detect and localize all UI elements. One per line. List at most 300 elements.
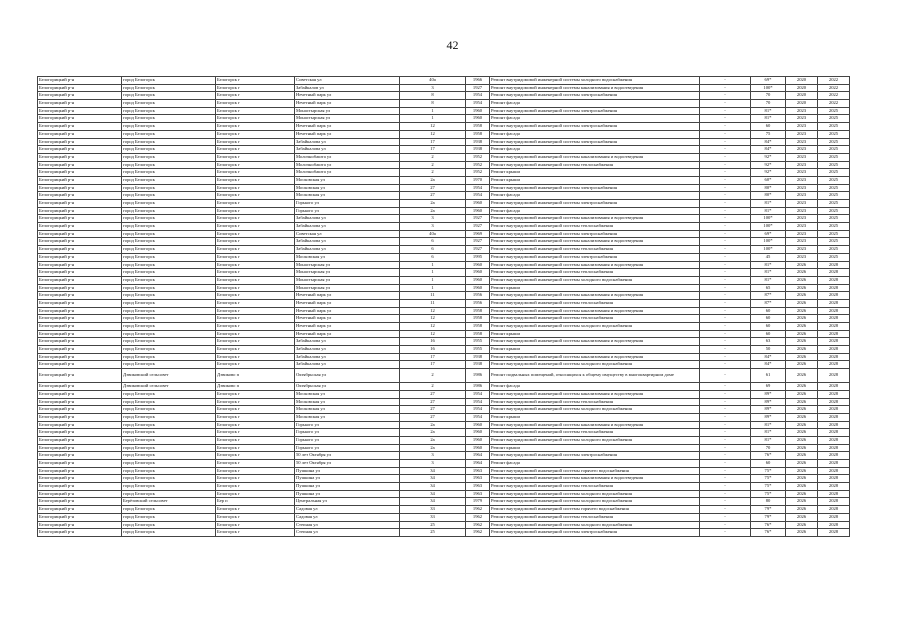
municipality-cell: город Белогорск (122, 421, 216, 429)
year-start-cell: 2026 (786, 398, 818, 406)
municipality-cell: город Белогорск (122, 513, 216, 521)
house-number-cell: 34 (400, 475, 466, 483)
street-cell: Молочнобашта ул (295, 153, 400, 161)
locality-cell: Белогорск г (216, 421, 295, 429)
percent-cell: 84* (751, 353, 786, 361)
year-start-cell: 2023 (786, 238, 818, 246)
district-cell: Белогорицкий р-н (38, 338, 122, 346)
percent-cell: 87* (751, 299, 786, 307)
house-number-cell: 2а (400, 429, 466, 437)
work-type-cell: Ремонт внутридомовой инженерной системы теплоснабжения (490, 429, 700, 437)
percent-cell: 76* (751, 452, 786, 460)
build-year-cell: 1958 (466, 130, 490, 138)
percent-cell: 81* (751, 107, 786, 115)
year-end-cell: 2028 (818, 429, 850, 437)
house-number-cell: 6 (400, 238, 466, 246)
year-start-cell: 2026 (786, 383, 818, 391)
build-year-cell: 1927 (466, 238, 490, 246)
dash-cell: - (700, 323, 751, 331)
build-year-cell: 1952 (466, 161, 490, 169)
district-cell: Белогорицкий р-н (38, 223, 122, 231)
table-row (38, 238, 850, 246)
dash-cell: - (700, 138, 751, 146)
year-end-cell: 2022 (818, 92, 850, 100)
locality-cell: Белогорск г (216, 338, 295, 346)
dash-cell: - (700, 184, 751, 192)
street-cell: Забайкалова ул (295, 338, 400, 346)
dash-cell: - (700, 338, 751, 346)
house-number-cell: 16 (400, 338, 466, 346)
district-cell: Белогорицкий р-н (38, 192, 122, 200)
table-row (38, 421, 850, 429)
build-year-cell: 1960 (466, 276, 490, 284)
district-cell: Белогорицкий р-н (38, 529, 122, 537)
locality-cell: Белогорск г (216, 123, 295, 131)
work-type-cell: Ремонт внутридомовой инженерной системы теплоснабжения (490, 246, 700, 254)
table-row (38, 429, 850, 437)
locality-cell: Белогорск г (216, 107, 295, 115)
street-cell: Московская ул (295, 253, 400, 261)
municipality-cell: город Белогорск (122, 483, 216, 491)
house-number-cell: 27 (400, 184, 466, 192)
work-type-cell: Ремонт крыши (490, 169, 700, 177)
dash-cell: - (700, 406, 751, 414)
year-start-cell: 2026 (786, 330, 818, 338)
build-year-cell: 1964 (466, 460, 490, 468)
district-cell: Белогорицкий р-н (38, 207, 122, 215)
work-type-cell: Ремонт внутридомовой инженерной системы канализования и водоотведения (490, 261, 700, 269)
street-cell: Горького ул (295, 421, 400, 429)
dash-cell: - (700, 84, 751, 92)
house-number-cell: 12 (400, 307, 466, 315)
work-type-cell: Ремонт внутридомовой инженерной системы холодного водоснабжения (490, 276, 700, 284)
year-end-cell: 2028 (818, 299, 850, 307)
district-cell: Белогорицкий р-н (38, 429, 122, 437)
district-cell: Белогорицкий р-н (38, 460, 122, 468)
municipality-cell: город Белогорск (122, 436, 216, 444)
work-type-cell: Ремонт внутридомовой инженерной системы холодного водоснабжения (490, 490, 700, 498)
house-number-cell: 2а (400, 207, 466, 215)
table-row (38, 253, 850, 261)
percent-cell: 76* (751, 529, 786, 537)
year-end-cell: 2022 (818, 84, 850, 92)
work-type-cell: Ремонт внутридомовой инженерной системы канализования и водоотведения (490, 421, 700, 429)
dash-cell: - (700, 483, 751, 491)
year-start-cell: 2026 (786, 444, 818, 452)
district-cell: Белогорицкий р-н (38, 77, 122, 85)
municipality-cell: город Белогорск (122, 452, 216, 460)
dash-cell: - (700, 130, 751, 138)
work-type-cell: Ремонт внутридомовой инженерной системы канализования и водоотведения (490, 215, 700, 223)
street-cell: Горького ул (295, 207, 400, 215)
dash-cell: - (700, 123, 751, 131)
year-start-cell: 2020 (786, 77, 818, 85)
table-row (38, 246, 850, 254)
capital-repair-table (37, 76, 850, 537)
table-row (38, 100, 850, 108)
street-cell: Советская ул (295, 230, 400, 238)
dash-cell: - (700, 498, 751, 506)
dash-cell: - (700, 315, 751, 323)
house-number-cell: 2 (400, 161, 466, 169)
year-end-cell: 2025 (818, 123, 850, 131)
year-start-cell: 2026 (786, 413, 818, 421)
year-end-cell: 2025 (818, 146, 850, 154)
house-number-cell: 17 (400, 138, 466, 146)
locality-cell: Белогорск г (216, 406, 295, 414)
year-start-cell: 2026 (786, 498, 818, 506)
locality-cell: Белогорск г (216, 100, 295, 108)
work-type-cell: Ремонт внутридомовой инженерной системы теплоснабжения (490, 513, 700, 521)
work-type-cell: Ремонт внутридомовой инженерной системы канализования и водоотведения (490, 153, 700, 161)
percent-cell: 45 (751, 253, 786, 261)
street-cell: Горького ул (295, 436, 400, 444)
year-start-cell: 2020 (786, 92, 818, 100)
municipality-cell: город Белогорск (122, 529, 216, 537)
locality-cell: Белогорск г (216, 299, 295, 307)
dash-cell: - (700, 444, 751, 452)
percent-cell: 80* (751, 184, 786, 192)
locality-cell: Белогорск г (216, 169, 295, 177)
percent-cell: 100* (751, 223, 786, 231)
locality-cell: Дзвиково п (216, 383, 295, 391)
year-end-cell: 2028 (818, 315, 850, 323)
table-row (38, 323, 850, 331)
dash-cell: - (700, 307, 751, 315)
year-start-cell: 2026 (786, 390, 818, 398)
locality-cell: Белогорск г (216, 115, 295, 123)
build-year-cell: 1958 (466, 323, 490, 331)
table-row (38, 529, 850, 537)
build-year-cell: 1986 (466, 369, 490, 383)
table-row (38, 184, 850, 192)
locality-cell: Белогорск г (216, 490, 295, 498)
work-type-cell: Ремонт внутридомовой инженерной системы канализования и водоотведения (490, 353, 700, 361)
locality-cell: Белогорск г (216, 77, 295, 85)
percent-cell: 92* (751, 161, 786, 169)
percent-cell: 81* (751, 276, 786, 284)
house-number-cell: 1 (400, 269, 466, 277)
work-type-cell: Ремонт фасада (490, 383, 700, 391)
street-cell: Садовая ул (295, 513, 400, 521)
table-row (38, 284, 850, 292)
build-year-cell: 1954 (466, 184, 490, 192)
year-end-cell: 2028 (818, 413, 850, 421)
municipality-cell: город Белогорск (122, 429, 216, 437)
work-type-cell: Ремонт крыши (490, 413, 700, 421)
district-cell: Белогорицкий р-н (38, 506, 122, 514)
percent-cell: 69* (751, 230, 786, 238)
house-number-cell: 8 (400, 92, 466, 100)
locality-cell: Бер п (216, 498, 295, 506)
district-cell: Белогорицкий р-н (38, 161, 122, 169)
table-row (38, 475, 850, 483)
build-year-cell: 1963 (466, 490, 490, 498)
build-year-cell: 1962 (466, 506, 490, 514)
street-cell: Молочнобашта ул (295, 169, 400, 177)
district-cell: Белогорицкий р-н (38, 475, 122, 483)
year-start-cell: 2026 (786, 369, 818, 383)
year-start-cell: 2026 (786, 475, 818, 483)
street-cell: 50 лет Октября ул (295, 452, 400, 460)
district-cell: Белогорицкий р-н (38, 100, 122, 108)
street-cell: Московская ул (295, 192, 400, 200)
municipality-cell: город Белогорск (122, 323, 216, 331)
year-end-cell: 2028 (818, 506, 850, 514)
table-row (38, 369, 850, 383)
work-type-cell: Ремонт внутридомовой инженерной системы канализования и водоотведения (490, 338, 700, 346)
build-year-cell: 1960 (466, 207, 490, 215)
house-number-cell: 17 (400, 146, 466, 154)
work-type-cell: Ремонт фасада (490, 100, 700, 108)
work-type-cell: Ремонт крыши (490, 284, 700, 292)
dash-cell: - (700, 261, 751, 269)
locality-cell: Белогорск г (216, 521, 295, 529)
locality-cell: Белогорск г (216, 176, 295, 184)
table-row (38, 230, 850, 238)
street-cell: Пушкина ул (295, 467, 400, 475)
year-end-cell: 2028 (818, 353, 850, 361)
percent-cell: 70 (751, 100, 786, 108)
table-row (38, 276, 850, 284)
dash-cell: - (700, 92, 751, 100)
table-row (38, 176, 850, 184)
district-cell: Белогорицкий р-н (38, 383, 122, 391)
district-cell: Белогорицкий р-н (38, 498, 122, 506)
work-type-cell: Ремонт внутридомовой инженерной системы канализования и водоотведения (490, 238, 700, 246)
year-start-cell: 2026 (786, 513, 818, 521)
dash-cell: - (700, 169, 751, 177)
locality-cell: Белогорск г (216, 506, 295, 514)
dash-cell: - (700, 153, 751, 161)
build-year-cell: 1960 (466, 436, 490, 444)
year-end-cell: 2028 (818, 338, 850, 346)
work-type-cell: Ремонт внутридомовой инженерной системы теплоснабжения (490, 161, 700, 169)
street-cell: Московская ул (295, 184, 400, 192)
district-cell: Белогорицкий р-н (38, 284, 122, 292)
year-start-cell: 2023 (786, 253, 818, 261)
year-end-cell: 2028 (818, 369, 850, 383)
street-cell: Забайкалова ул (295, 138, 400, 146)
percent-cell: 81* (751, 421, 786, 429)
build-year-cell: 1938 (466, 361, 490, 369)
house-number-cell: 6 (400, 253, 466, 261)
build-year-cell: 1927 (466, 246, 490, 254)
build-year-cell: 1954 (466, 92, 490, 100)
percent-cell: 75* (751, 490, 786, 498)
table-row (38, 307, 850, 315)
dash-cell: - (700, 276, 751, 284)
year-start-cell: 2023 (786, 184, 818, 192)
municipality-cell: город Белогорск (122, 153, 216, 161)
year-start-cell: 2023 (786, 192, 818, 200)
percent-cell: 100* (751, 238, 786, 246)
dash-cell: - (700, 452, 751, 460)
district-cell: Белогорицкий р-н (38, 513, 122, 521)
percent-cell: 75 (751, 130, 786, 138)
build-year-cell: 1954 (466, 413, 490, 421)
street-cell: Забайкалова ул (295, 353, 400, 361)
dash-cell: - (700, 513, 751, 521)
build-year-cell: 1962 (466, 529, 490, 537)
table-row (38, 169, 850, 177)
table-row (38, 330, 850, 338)
work-type-cell: Ремонт фасада (490, 460, 700, 468)
table-row (38, 315, 850, 323)
district-cell: Белогорицкий р-н (38, 176, 122, 184)
dash-cell: - (700, 115, 751, 123)
municipality-cell: город Белогорск (122, 490, 216, 498)
dash-cell: - (700, 413, 751, 421)
dash-cell: - (700, 390, 751, 398)
build-year-cell: 1954 (466, 390, 490, 398)
percent-cell: 60* (751, 176, 786, 184)
street-cell: Садовая ул (295, 506, 400, 514)
street-cell: Монастырская ул (295, 107, 400, 115)
district-cell: Белогорицкий р-н (38, 307, 122, 315)
house-number-cell: 3 (400, 84, 466, 92)
build-year-cell: 1960 (466, 284, 490, 292)
municipality-cell: город Белогорск (122, 230, 216, 238)
locality-cell: Белогорск г (216, 284, 295, 292)
build-year-cell: 1954 (466, 398, 490, 406)
work-type-cell: Ремонт фасада (490, 146, 700, 154)
build-year-cell: 1960 (466, 115, 490, 123)
percent-cell: 69* (751, 77, 786, 85)
year-start-cell: 2026 (786, 436, 818, 444)
dash-cell: - (700, 207, 751, 215)
locality-cell: Белогорск г (216, 253, 295, 261)
year-end-cell: 2028 (818, 467, 850, 475)
municipality-cell: город Белогорск (122, 361, 216, 369)
district-cell: Белогорицкий р-н (38, 92, 122, 100)
locality-cell: Белогорск г (216, 460, 295, 468)
district-cell: Белогорицкий р-н (38, 452, 122, 460)
house-number-cell: 1 (400, 276, 466, 284)
municipality-cell: город Белогорск (122, 299, 216, 307)
year-start-cell: 2026 (786, 460, 818, 468)
house-number-cell: 25 (400, 521, 466, 529)
percent-cell: 60 (751, 460, 786, 468)
work-type-cell: Ремонт внутридомовой инженерной системы теплоснабжения (490, 483, 700, 491)
street-cell: Пушкина ул (295, 483, 400, 491)
locality-cell: Белогорск г (216, 207, 295, 215)
street-cell: Московская ул (295, 176, 400, 184)
percent-cell: 92* (751, 169, 786, 177)
street-cell: Забайкалова ул (295, 246, 400, 254)
table-row (38, 107, 850, 115)
dash-cell: - (700, 383, 751, 391)
year-start-cell: 2026 (786, 521, 818, 529)
street-cell: Московская ул (295, 390, 400, 398)
street-cell: Забайкалова ул (295, 215, 400, 223)
locality-cell: Белогорск г (216, 390, 295, 398)
table-row (38, 444, 850, 452)
municipality-cell: город Белогорск (122, 115, 216, 123)
district-cell: Белогорицкий р-н (38, 361, 122, 369)
district-cell: Белогорицкий р-н (38, 184, 122, 192)
municipality-cell: город Белогорск (122, 467, 216, 475)
dash-cell: - (700, 467, 751, 475)
percent-cell: 87* (751, 292, 786, 300)
dash-cell: - (700, 506, 751, 514)
table-row (38, 346, 850, 354)
locality-cell: Белогорск г (216, 130, 295, 138)
work-type-cell: Ремонт внутридомовой инженерной системы канализования и водоотведения (490, 390, 700, 398)
district-cell: Белогорицкий р-н (38, 292, 122, 300)
table-row (38, 436, 850, 444)
street-cell: Нечетный парк ул (295, 323, 400, 331)
municipality-cell: город Белогорск (122, 346, 216, 354)
municipality-cell: город Белогорск (122, 506, 216, 514)
locality-cell: Белогорск г (216, 146, 295, 154)
street-cell: Молочнобашта ул (295, 161, 400, 169)
year-end-cell: 2028 (818, 361, 850, 369)
percent-cell: 60 (751, 330, 786, 338)
municipality-cell: город Белогорск (122, 338, 216, 346)
table-row (38, 200, 850, 208)
year-start-cell: 2023 (786, 130, 818, 138)
build-year-cell: 1927 (466, 84, 490, 92)
district-cell: Белогорицкий р-н (38, 521, 122, 529)
locality-cell: Белогорск г (216, 475, 295, 483)
house-number-cell: 6 (400, 246, 466, 254)
house-number-cell: 2а (400, 176, 466, 184)
street-cell: Забайкалова ул (295, 361, 400, 369)
work-type-cell: Ремонт внутридомовой инженерной системы теплоснабжения (490, 299, 700, 307)
year-end-cell: 2028 (818, 452, 850, 460)
municipality-cell: город Белогорск (122, 390, 216, 398)
work-type-cell: Ремонт фасада (490, 115, 700, 123)
municipality-cell: город Белогорск (122, 284, 216, 292)
percent-cell: 81* (751, 115, 786, 123)
work-type-cell: Ремонт подвальных помещений, относящихся к общему имуществу в многоквартирном доме (490, 369, 700, 383)
locality-cell: Белогорск г (216, 223, 295, 231)
locality-cell: Дзвиково п (216, 369, 295, 383)
house-number-cell: 2 (400, 169, 466, 177)
build-year-cell: 1954 (466, 192, 490, 200)
street-cell: Горького ул (295, 444, 400, 452)
work-type-cell: Ремонт внутридомовой инженерной системы электроснабжения (490, 253, 700, 261)
house-number-cell: 34 (400, 498, 466, 506)
percent-cell: 89* (751, 406, 786, 414)
dash-cell: - (700, 475, 751, 483)
work-type-cell: Ремонт внутридомовой инженерной системы холодного водоснабжения (490, 323, 700, 331)
work-type-cell: Ремонт фасада (490, 130, 700, 138)
year-start-cell: 2023 (786, 223, 818, 231)
percent-cell: 100* (751, 246, 786, 254)
table-row (38, 406, 850, 414)
locality-cell: Белогорск г (216, 161, 295, 169)
year-end-cell: 2028 (818, 383, 850, 391)
street-cell: Нечетный парк ул (295, 123, 400, 131)
district-cell: Белогорицкий р-н (38, 436, 122, 444)
house-number-cell: 25 (400, 529, 466, 537)
house-number-cell: 16 (400, 346, 466, 354)
district-cell: Белогорицкий р-н (38, 330, 122, 338)
municipality-cell: город Белогорск (122, 84, 216, 92)
dash-cell: - (700, 490, 751, 498)
year-end-cell: 2028 (818, 444, 850, 452)
house-number-cell: 27 (400, 398, 466, 406)
build-year-cell: 1955 (466, 346, 490, 354)
dash-cell: - (700, 238, 751, 246)
district-cell: Белогорицкий р-н (38, 146, 122, 154)
year-start-cell: 2023 (786, 115, 818, 123)
dash-cell: - (700, 107, 751, 115)
percent-cell: 100* (751, 84, 786, 92)
table-row (38, 390, 850, 398)
